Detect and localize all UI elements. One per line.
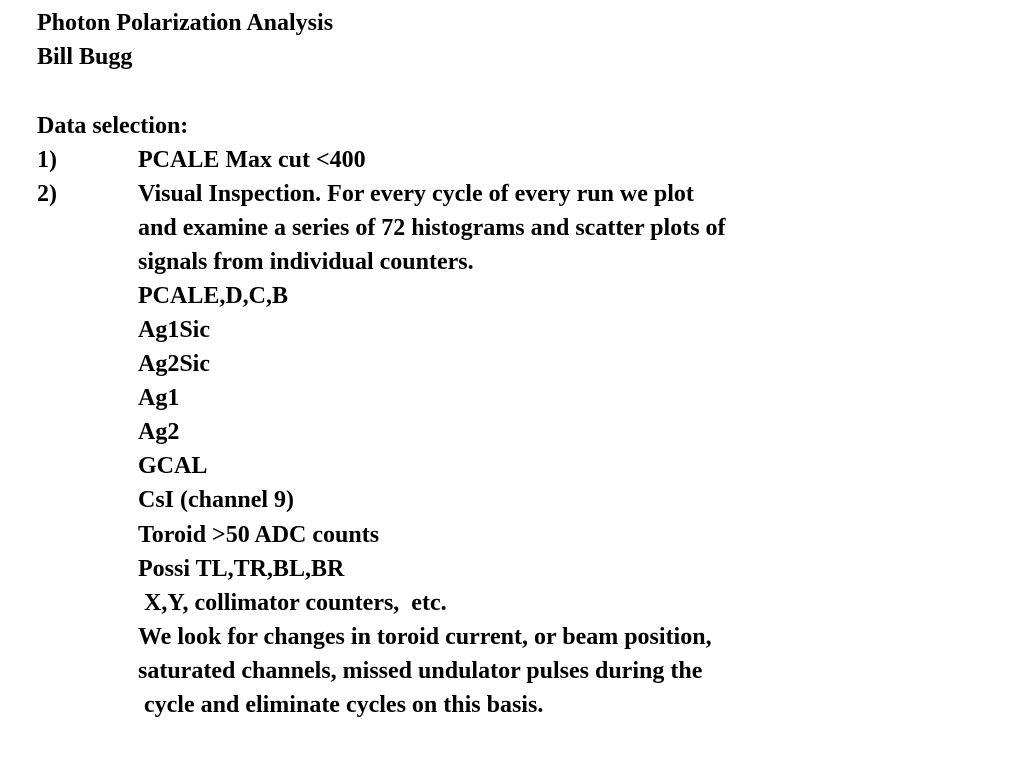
- item-2-line-3: signals from individual counters.: [138, 249, 474, 275]
- counter-possi: Possi TL,TR,BL,BR: [138, 556, 345, 582]
- item-1-line-1: PCALE Max cut <400: [138, 147, 366, 173]
- counter-ag1: Ag1: [138, 385, 180, 411]
- counter-ag2: Ag2: [138, 419, 180, 445]
- item-2-line-2: and examine a series of 72 histograms and scatter plots of: [138, 215, 726, 241]
- section-heading: Data selection:: [37, 113, 189, 139]
- item-2-line-14: We look for changes in toroid current, or beam position,: [138, 624, 712, 650]
- title: Photon Polarization Analysis: [37, 10, 334, 36]
- counter-xy-collimator: X,Y, collimator counters, etc.: [138, 590, 447, 616]
- counter-gcal: GCAL: [138, 453, 208, 479]
- counter-pcale: PCALE,D,C,B: [138, 283, 289, 309]
- item-number-2: 2): [37, 181, 57, 207]
- author: Bill Bugg: [37, 44, 133, 70]
- item-2-line-1: Visual Inspection. For every cycle of every run we plot: [138, 181, 694, 207]
- counter-ag1sic: Ag1Sic: [138, 317, 210, 343]
- counter-ag2sic: Ag2Sic: [138, 351, 210, 377]
- item-2-line-15: saturated channels, missed undulator pulses during the: [138, 658, 703, 684]
- item-number-1: 1): [37, 147, 57, 173]
- counter-csi: CsI (channel 9): [138, 487, 295, 513]
- counter-toroid: Toroid >50 ADC counts: [138, 522, 380, 548]
- item-2-line-16: cycle and eliminate cycles on this basis.: [138, 692, 544, 718]
